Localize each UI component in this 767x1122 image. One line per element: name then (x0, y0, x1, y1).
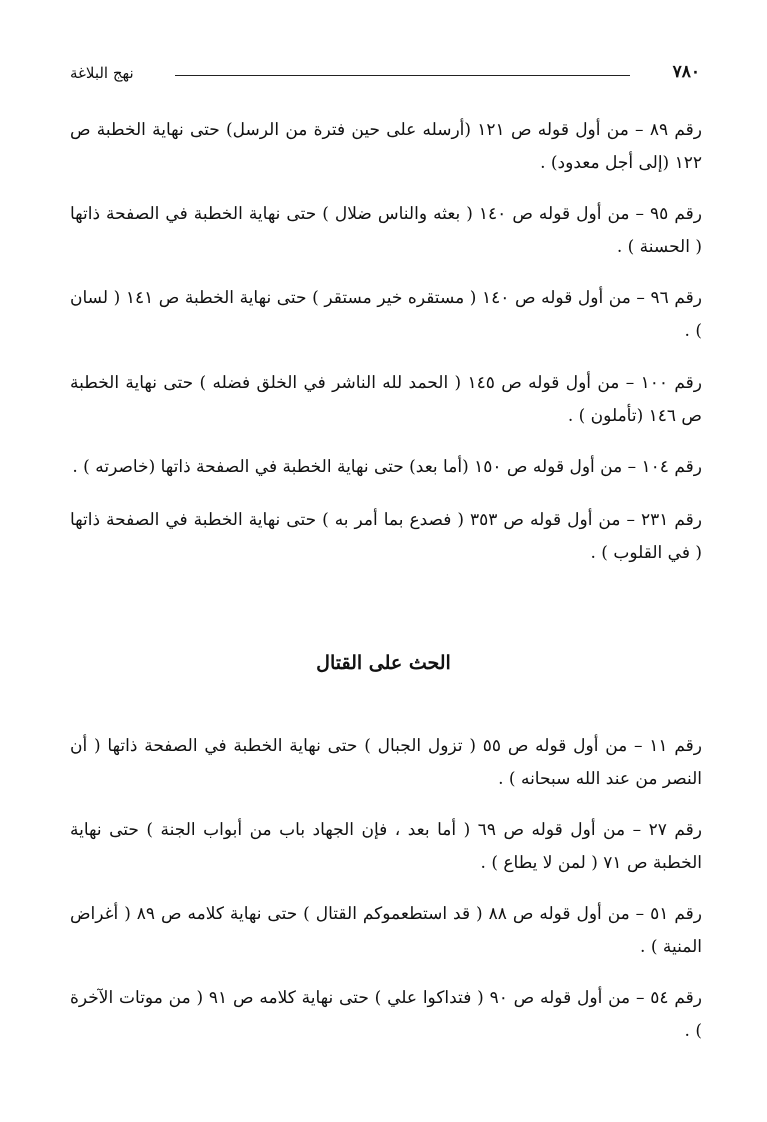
running-header (70, 62, 700, 86)
entry-27: رقم ٢٧ – من أول قوله ص ٦٩ ( أما بعد ، فإن الجهاد باب من أبواب الجنة ) حتى نهاية الخطبة ص ٧١ ( لمن لا يطاع ) . (70, 820, 702, 873)
entry-11: رقم ١١ – من أول قوله ص ٥٥ ( تزول الجبال ) حتى نهاية الخطبة في الصفحة ذاتها ( أن النصر من عند الله سبحانه ) . (70, 736, 702, 789)
entry-104: رقم ١٠٤ – من أول قوله ص ١٥٠ (أما بعد) حتى نهاية الخطبة في الصفحة ذاتها (خاصرته ) . (72, 457, 702, 477)
entry-100: رقم ١٠٠ – من أول قوله ص ١٤٥ ( الحمد لله الناشر في الخلق فضله ) حتى نهاية الخطبة ص ١٤٦ (تأملون ) . (70, 373, 702, 426)
book-title: نهج البلاغة (70, 64, 134, 82)
entry-54: رقم ٥٤ – من أول قوله ص ٩٠ ( فتداكوا علي ) حتى نهاية كلامه ص ٩١ ( من موتات الآخرة ) . (70, 988, 702, 1041)
entry-96: رقم ٩٦ – من أول قوله ص ١٤٠ ( مستقره خير مستقر ) حتى نهاية الخطبة ص ١٤١ ( لسان ) . (70, 288, 702, 341)
header-rule (175, 75, 630, 76)
entry-51: رقم ٥١ – من أول قوله ص ٨٨ ( قد استطعموكم القتال ) حتى نهاية كلامه ص ٨٩ ( أغراض المنية ) . (70, 904, 702, 957)
entry-89: رقم ٨٩ – من أول قوله ص ١٢١ (أرسله على حين فترة من الرسل) حتى نهاية الخطبة ص ١٢٢ (إلى أجل معدود) . (70, 120, 702, 173)
entry-95: رقم ٩٥ – من أول قوله ص ١٤٠ ( بعثه والناس ضلال ) حتى نهاية الخطبة في الصفحة ذاتها ( الحسنة ) . (70, 204, 702, 257)
section-heading: الحث على القتال (316, 652, 451, 674)
entry-231: رقم ٢٣١ – من أول قوله ص ٣٥٣ ( فصدع بما أمر به ) حتى نهاية الخطبة في الصفحة ذاتها ( في القلوب ) . (70, 510, 702, 563)
page-number: ٧٨٠ (672, 62, 700, 82)
